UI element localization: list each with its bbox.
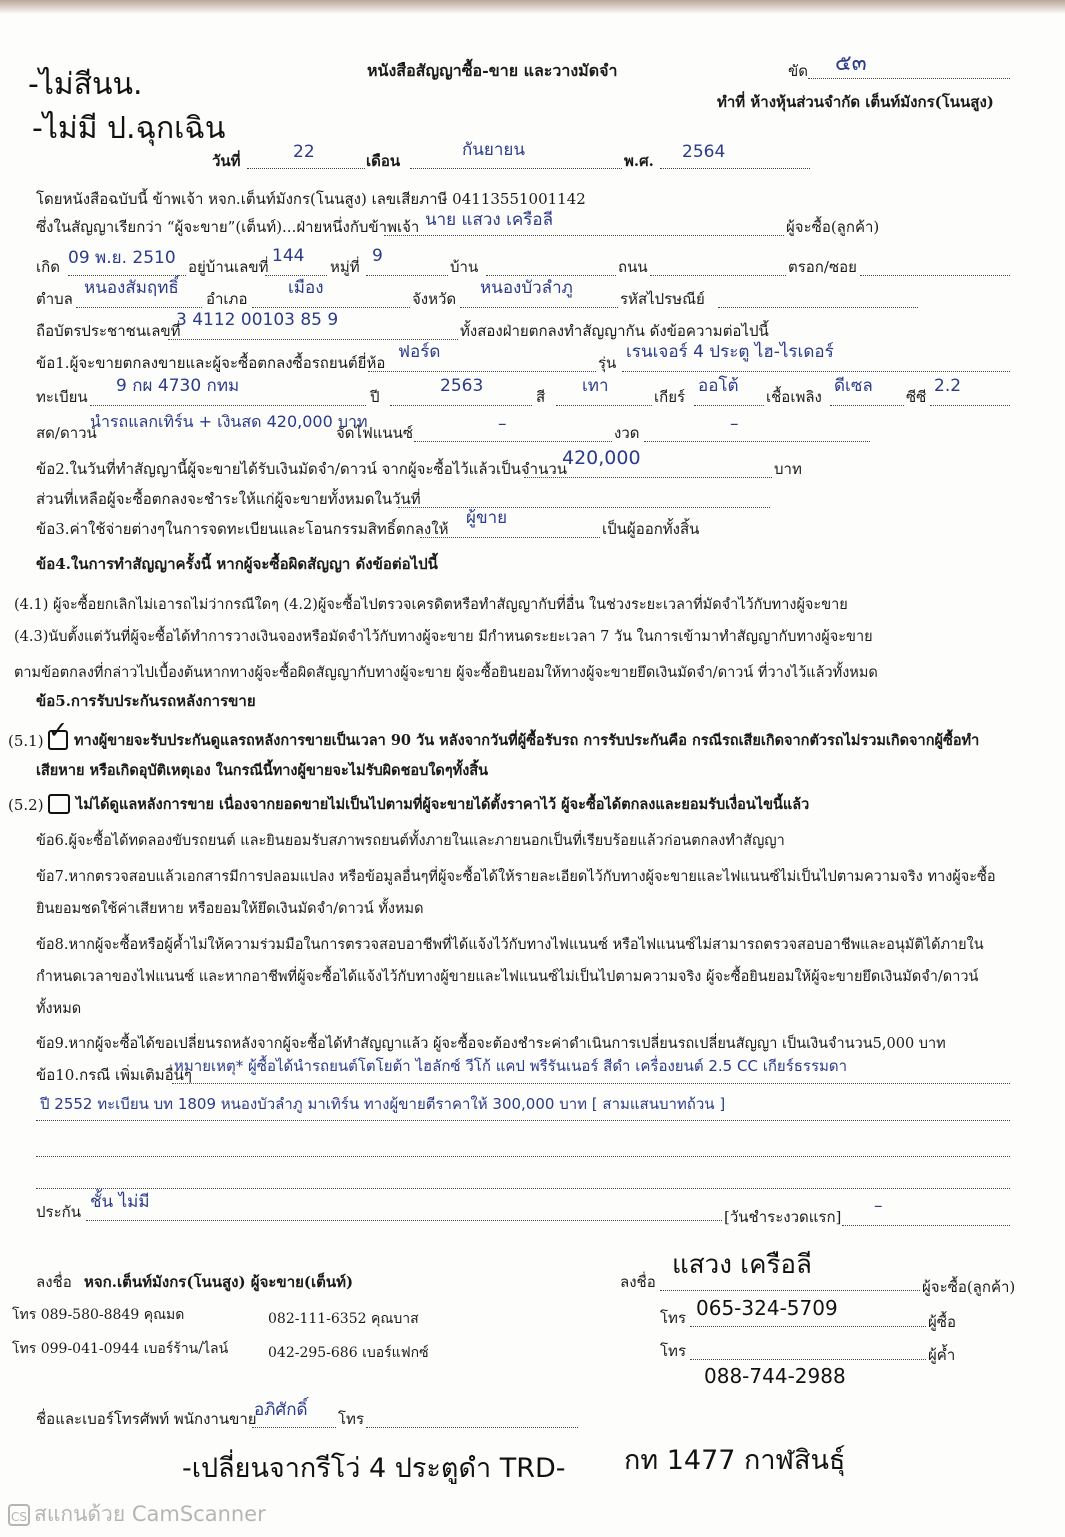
insurance-label: ประกัน: [36, 1203, 81, 1221]
intro-line-2: ซึ่งในสัญญาเรียกว่า “ผู้จะขาย”(เต็นท์)...ฝ่ายหนึ่งกับข้าพเจ้า: [36, 218, 420, 236]
car-year: 2563: [440, 376, 484, 396]
footnote-left: -เปลี่ยนจากรีโว่ 4 ประตูดำ TRD-: [182, 1453, 566, 1484]
deposit-line: [524, 477, 772, 478]
payer-line: [420, 537, 600, 538]
guarantor-tel-label: โทร: [660, 1342, 687, 1360]
car-fuel: ดีเซล: [834, 376, 873, 396]
house-label: อยู่บ้านเลขที่: [188, 258, 269, 276]
date-year: 2564: [682, 142, 726, 162]
fuel-label: เชื้อเพลิง: [766, 388, 822, 406]
gear-label: เกียร์: [654, 388, 686, 406]
model-label: รุ่น: [598, 354, 617, 372]
buyer-sign-role: ผู้จะซื้อ(ลูกค้า): [922, 1278, 1016, 1296]
cash-label: สด/ดาวน์: [36, 424, 97, 442]
doc-no-value: ๕๓: [835, 51, 867, 76]
clause10-label: ข้อ10.กรณี เพิ่มเติมอื่นๆ: [36, 1066, 192, 1084]
clause10-note-2: ปี 2552 ทะเบียน บท 1809 หนองบัวลำภู มาเทิร์น ทางผู้ขายตีราคาให้ 300,000 บาท [ สามแสนบาทถ้วน ]: [40, 1095, 726, 1113]
salesperson-tel-label: โทร: [338, 1410, 365, 1428]
clause5-title: ข้อ5.การรับประกันรถหลังการขาย: [36, 692, 256, 710]
province-label: จังหวัด: [412, 290, 457, 308]
soi-line: [860, 275, 1010, 276]
installment-label: งวด: [614, 424, 640, 442]
plate-line: [90, 405, 366, 406]
car-brand: ฟอร์ด: [398, 342, 441, 362]
clause7-line-2: ยินยอมชดใช้ค่าเสียหาย หรือยอมให้ยึดเงินมัดจำ/ดาวน์ ทั้งหมด: [36, 901, 424, 917]
amphoe-line: [252, 307, 410, 308]
amphoe-label: อำเภอ: [206, 290, 248, 308]
buyer-sign-label: ลงชื่อ: [620, 1273, 656, 1291]
cc-label: ซีซี: [906, 388, 927, 406]
clause10-line-2: [36, 1120, 1010, 1121]
car-color: เทา: [582, 376, 609, 396]
intro-line-1: โดยหนังสือฉบับนี้ ข้าพเจ้า หจก.เต็นท์มังกร(โนนสูง) เลขเสียภาษี 04113551001142: [36, 190, 586, 208]
clause10-line-1: [172, 1083, 1010, 1084]
date-month: กันยายน: [462, 140, 526, 160]
clause1-label: ข้อ1.ผู้จะขายตกลงขายและผู้จะซื้อตกลงซื้อรถยนต์ยี่ห้อ: [36, 354, 386, 372]
salesperson-tel-line: [366, 1427, 578, 1428]
buyer-name: นาย แสวง เครือลี: [425, 210, 554, 230]
model-line: [622, 371, 1010, 372]
clause3-tail: เป็นผู้ออกทั้งสิ้น: [602, 520, 700, 538]
guarantor-tel-role: ผู้ค้ำ: [928, 1346, 956, 1364]
year-label: พ.ศ.: [624, 152, 654, 170]
contact-tel-2: 082-111-6352 คุณบาส: [268, 1311, 419, 1327]
clause3-label: ข้อ3.ค่าใช้จ่ายต่างๆในการจดทะเบียนและโอนกรรมสิทธิ์ตกลงให้: [36, 520, 449, 538]
doc-no-line: [808, 78, 1010, 79]
salesperson-line: [252, 1427, 336, 1428]
village-label: บ้าน: [450, 258, 479, 276]
seller-sign-label: ลงชื่อ: [36, 1273, 72, 1291]
born-value: 09 พ.ย. 2510: [68, 248, 176, 268]
clause10-line-4: [36, 1188, 1010, 1189]
province-line: [460, 307, 618, 308]
clause6: ข้อ6.ผู้จะซื้อได้ทดลองขับรถยนต์ และยินยอมรับสภาพรถยนต์ทั้งภายในและภายนอกเป็นที่เรียบร้อยแล้วก่อนตกลงทำสัญญา: [36, 833, 785, 849]
guarantor-tel-line: [690, 1359, 926, 1360]
road-label: ถนน: [618, 258, 648, 276]
doc-no-label: ขัด: [788, 62, 808, 80]
buyer-tel-role: ผู้ซื้อ: [928, 1313, 956, 1331]
installment-line: [644, 441, 870, 442]
id-line: [168, 339, 458, 340]
finance-value: –: [498, 414, 507, 434]
village-line: [486, 275, 616, 276]
cash-value: นำรถแลกเทิร์น + เงินสด 420,000 บาท: [90, 412, 368, 431]
remain-line: [398, 507, 770, 508]
insurance-value: ชั้น ไม่มี: [90, 1192, 150, 1212]
fuel-line: [830, 405, 904, 406]
tambon-value: หนองสัมฤทธิ์: [84, 278, 179, 298]
soi-label: ตรอก/ซอย: [788, 258, 857, 276]
amphoe-value: เมือง: [288, 278, 324, 298]
guarantor-tel: 088-744-2988: [704, 1364, 846, 1388]
house-no: 144: [272, 246, 305, 266]
month-label: เดือน: [366, 152, 401, 170]
province-value: หนองบัวลำภู: [480, 278, 573, 298]
tambon-label: ตำบล: [36, 290, 73, 308]
brand-line: [368, 371, 596, 372]
doc-title: หนังสือสัญญาซื้อ-ขาย และวางมัดจำ: [367, 61, 618, 80]
buyer-name-line: [384, 235, 784, 236]
car-model: เรนเจอร์ 4 ประตู ไฮ-ไรเดอร์: [626, 342, 834, 362]
warranty-option-2-text: ไม่ได้ดูแลหลังการขาย เนื่องจากยอดขายไม่เป็นไปตามที่ผู้จะขายได้ตั้งราคาไว้ ผู้จะซื้อได้ตกลงและยอมรับเงื่อนไขนี้แล้ว: [76, 796, 810, 813]
id-value: 3 4112 00103 85 9: [176, 310, 339, 330]
note-line-2: -ไม่มี ป.ฉุกเฉิน: [32, 111, 226, 146]
clause4-p3: ตามข้อตกลงที่กล่าวไปเบื้องต้นหากทางผู้จะซื้อผิดสัญญากับทางผู้จะขาย ผู้จะซื้อยินยอมให้ทางผู้จะขายยึดเงินมัดจำ/ดาวน์ ที่วางไว้แล้วทั้งหมด: [14, 665, 878, 681]
buyer-tel-label: โทร: [660, 1309, 687, 1327]
first-due-line: [842, 1225, 1010, 1226]
buyer-tel: 065-324-5709: [696, 1296, 838, 1320]
car-gear: ออโต้: [698, 376, 739, 396]
camscanner-text: สแกนด้วย CamScanner: [34, 1502, 266, 1526]
color-line: [556, 405, 652, 406]
moo-line: [366, 275, 448, 276]
clause8-line-2: กำหนดเวลาของไฟแนนซ์ และหากอาชีพที่ผู้จะซื้อได้แจ้งไว้กับทางผู้ขายและไฟแนนซ์ไม่เป็นไปตามความจริง ผู้จะซื้อยินยอมให้ผู้จะขายยึดเงินมัดจำ/ดาวน์: [36, 969, 979, 985]
camscanner-icon: CS: [8, 1504, 30, 1526]
buyer-role: ผู้จะซื้อ(ลูกค้า): [786, 218, 880, 236]
checkmark-icon: ✓: [48, 716, 69, 744]
deposit-unit: บาท: [774, 460, 802, 478]
installment-value: –: [730, 414, 739, 434]
postal-line: [718, 307, 918, 308]
warranty-option-1-text-2: เสียหาย หรือเกิดอุบัติเหตุเอง ในกรณีนี้ทางผู้ขายจะไม่รับผิดชอบใดๆทั้งสิ้น: [36, 762, 489, 779]
insurance-line: [86, 1220, 722, 1221]
moo-value: 9: [372, 246, 383, 266]
contact-tel-3: โทร 099-041-0944 เบอร์ร้าน/ไลน์: [12, 1341, 229, 1357]
clause2-label: ข้อ2.ในวันที่ทำสัญญานี้ผู้จะขายได้รับเงินมัดจำ/ดาวน์ จากผู้จะซื้อไว้แล้วเป็นจำนวน: [36, 460, 568, 478]
born-line: [68, 275, 186, 276]
note-line-1: -ไม่สีนน.: [28, 67, 143, 102]
warranty-option-1-no: (5.1): [8, 732, 44, 750]
clause4-p2: (4.3)นับตั้งแต่วันที่ผู้จะซื้อได้ทำการวางเงินจองหรือมัดจำไว้กับทางผู้จะขาย มีกำหนดระยะเวลา 7 วัน ในการเข้ามาทำสัญญากับทางผู้จะขาย: [14, 629, 873, 645]
contact-tel-4: 042-295-686 เบอร์แฟกซ์: [268, 1345, 429, 1361]
car-cc: 2.2: [934, 376, 962, 396]
house-line: [265, 275, 327, 276]
id-tail: ทั้งสองฝ่ายตกลงทำสัญญากัน ดังข้อความต่อไปนี้: [460, 322, 769, 340]
id-label: ถือบัตรประชาชนเลขที่: [36, 322, 181, 340]
finance-line: [414, 441, 612, 442]
doc-place: ทำที่ ห้างหุ้นส่วนจำกัด เต็นท์มังกร(โนนสูง): [717, 93, 994, 111]
clause2-remain: ส่วนที่เหลือผู้จะซื้อตกลงจะชำระให้แก่ผู้จะขายทั้งหมดในวันที่: [36, 490, 421, 508]
salesperson-label: ชื่อและเบอร์โทรศัพท์ พนักงานขาย: [36, 1410, 257, 1428]
plate-label: ทะเบียน: [36, 388, 88, 406]
car-year-line: [390, 405, 532, 406]
warranty-option-2-no: (5.2): [8, 796, 44, 814]
month-line: [410, 168, 622, 169]
deposit-amount: 420,000: [562, 447, 641, 469]
date-label: วันที่: [212, 152, 241, 170]
clause8-line-1: ข้อ8.หากผู้จะซื้อหรือผู้ค้ำไม่ให้ความร่วมมือในการตรวจสอบอาชีพที่ได้แจ้งไว้กับทางไฟแนนซ์ หรือไฟแนนซ์ไม่สามารถตรวจสอบอาชีพและอนุมัติได้ภายใน: [36, 937, 984, 953]
clause10-note-1: หมายเหตุ* ผู้ซื้อได้นำรถยนต์โตโยต้า ไฮลักซ์ วีโก้ แคป พรีรันเนอร์ สีดำ เครื่องยนต์ 2.5 CC เกียร์ธรรมดา: [174, 1057, 848, 1075]
year-line: [660, 168, 810, 169]
color-label: สี: [536, 388, 546, 406]
car-plate: 9 กผ 4730 กทม: [116, 376, 240, 396]
salesperson-name: อภิศักดิ์: [254, 1400, 308, 1420]
seller-name: หจก.เต็นท์มังกร(โนนสูง) ผู้จะขาย(เต็นท์): [84, 1273, 354, 1291]
finance-label: จัดไฟแนนซ์: [336, 424, 414, 442]
clause9: ข้อ9.หากผู้จะซื้อได้ขอเปลี่ยนรถหลังจากผู้จะซื้อได้ทำสัญญาแล้ว ผู้จะซื้อจะต้องชำระค่าดำเนินการเปลี่ยนรถเปลี่ยนสัญญา เป็นเงินจำนวน5,000 บาท: [36, 1036, 946, 1052]
clause10-line-3: [36, 1156, 1010, 1157]
paper-edge: [0, 0, 1065, 14]
gear-line: [694, 405, 764, 406]
road-line: [650, 275, 786, 276]
warranty-option-1-text: ทางผู้ขายจะรับประกันดูแลรถหลังการขายเป็นเวลา 90 วัน หลังจากวันที่ผู้ซื้อรับรถ การรับประกันคือ กรณีรถเสียเกิดจากตัวรถไม่รวมเกิดจากผู้ซื้อทำ: [74, 732, 980, 749]
car-year-label: ปี: [370, 388, 380, 406]
contact-tel-1: โทร 089-580-8849 คุณมด: [12, 1307, 185, 1323]
day-line: [247, 168, 365, 169]
postal-label: รหัสไปรษณีย์: [620, 290, 705, 308]
born-label: เกิด: [36, 258, 60, 276]
clause8-line-3: ทั้งหมด: [36, 1001, 82, 1017]
buyer-tel-line: [690, 1326, 926, 1327]
tambon-line: [76, 307, 202, 308]
clause4-p1: (4.1) ผู้จะซื้อยกเลิกไม่เอารถไม่ว่ากรณีใดๆ (4.2)ผู้จะซื้อไปตรวจเครดิตหรือทำสัญญากับที่อื่น ในช่วงระยะเวลาที่มัดจำไว้กับทางผู้จะขาย: [14, 597, 848, 613]
footnote-right: กท 1477 กาฬสินธุ์: [624, 1445, 846, 1476]
date-day: 22: [293, 142, 315, 162]
first-due-label: [วันชำระงวดแรก]: [724, 1208, 842, 1226]
camscanner-watermark: [8, 1498, 266, 1531]
clause4-title: ข้อ4.ในการทำสัญญาครั้งนี้ หากผู้จะซื้อผิดสัญญา ดังข้อต่อไปนี้: [36, 555, 438, 573]
buyer-signature: แสวง เครือลี: [672, 1250, 812, 1280]
moo-label: หมู่ที่: [330, 258, 360, 276]
buyer-sign-line: [660, 1290, 920, 1291]
cc-line: [930, 405, 1010, 406]
clause7-line-1: ข้อ7.หากตรวจสอบแล้วเอกสารมีการปลอมแปลง หรือข้อมูลอื่นๆที่ผู้จะซื้อได้ให้รายละเอียดไว้กับทางผู้จะขายและไฟแนนซ์ไม่เป็นไปตามความจริง ทางผู้จะซื้อ: [36, 869, 996, 885]
first-due-value: –: [874, 1196, 883, 1216]
fee-payer: ผู้ขาย: [466, 508, 508, 528]
warranty-checkbox-2[interactable]: [48, 794, 70, 814]
